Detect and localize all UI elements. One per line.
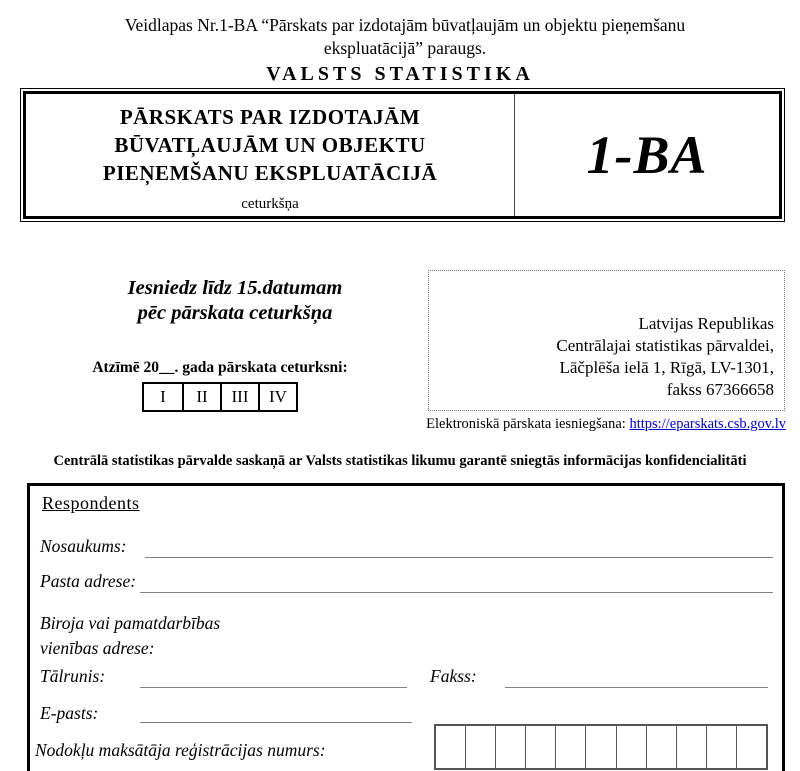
recipient-line1: Latvijas Republikas <box>638 314 774 333</box>
taxid-grid <box>434 724 768 770</box>
recipient-address-box <box>428 270 785 411</box>
fax-label: Fakss: <box>430 666 477 686</box>
email-label: E-pasts: <box>40 703 99 723</box>
form-title-line1: PĀRSKATS PAR IZDOTAJĀM <box>119 105 421 129</box>
submit-deadline-note <box>70 276 400 326</box>
office-address-label-line2: vienības adrese: <box>40 638 155 658</box>
submit-deadline-line2: pēc pārskata ceturkšņa <box>137 302 333 324</box>
quarter-select-label: Atzīmē 20__. gada pārskata ceturksni: <box>92 359 348 376</box>
submit-deadline-line1: Iesniedz līdz 15.datumam <box>127 277 343 299</box>
form-period-label: ceturkšņa <box>241 196 299 212</box>
recipient-line2: Centrālajai statistikas pārvaldei, <box>556 336 774 355</box>
quarter-option-IV[interactable]: IV <box>258 384 296 410</box>
quarter-option-II[interactable]: II <box>182 384 220 410</box>
taxid-cell[interactable] <box>586 726 616 768</box>
confidentiality-note: Centrālā statistikas pārvalde saskaņā ar Valsts statistikas likumu garantē sniegtās informācijas konfidencialitāti <box>53 453 747 469</box>
postal-address-field[interactable] <box>140 592 773 593</box>
quarter-option-III[interactable]: III <box>220 384 258 410</box>
taxid-cell[interactable] <box>526 726 556 768</box>
taxid-label: Nodokļu maksātāja reģistrācijas numurs: <box>35 740 326 760</box>
quarter-option-I[interactable]: I <box>160 387 166 406</box>
form-title-cell <box>26 94 514 216</box>
office-address-label-line1: Biroja vai pamatdarbības <box>40 613 221 633</box>
form-title-line3: PIEŅEMŠANU EKSPLUATĀCIJĀ <box>102 161 438 185</box>
taxid-cell[interactable] <box>647 726 677 768</box>
taxid-cell[interactable] <box>496 726 526 768</box>
quarter-selection-block <box>70 359 370 412</box>
fax-field[interactable] <box>505 687 768 688</box>
valsts-statistika-heading: VALSTS STATISTIKA <box>266 63 534 85</box>
quarter-checkbox-table <box>142 382 298 412</box>
recipient-line3: Lāčplēša ielā 1, Rīgā, LV-1301, <box>559 358 774 377</box>
name-field[interactable] <box>145 557 773 558</box>
eservice-note <box>426 416 786 433</box>
eservice-label: Elektroniskā pārskata iesniegšana: <box>426 416 626 432</box>
form-code-cell <box>514 94 779 216</box>
recipient-line4: fakss 67366658 <box>666 380 774 399</box>
name-label: Nosaukums: <box>40 536 127 556</box>
form-title-box-inner <box>23 91 782 219</box>
phone-field[interactable] <box>140 687 407 688</box>
form-code: 1-BA <box>586 125 708 185</box>
taxid-cell[interactable] <box>707 726 737 768</box>
form-title-line2: BŪVATĻAUJĀM UN OBJEKTU <box>114 133 426 157</box>
taxid-cell[interactable] <box>677 726 707 768</box>
taxid-cell[interactable] <box>556 726 586 768</box>
taxid-cell[interactable] <box>436 726 466 768</box>
taxid-cell[interactable] <box>617 726 647 768</box>
phone-label: Tālrunis: <box>40 666 106 686</box>
taxid-cell[interactable] <box>737 726 766 768</box>
taxid-cell[interactable] <box>466 726 496 768</box>
form-sample-note: Veidlapas Nr.1-BA “Pārskats par izdotajām būvatļaujām un objektu pieņemšanu ekspluatācijā” paraugs. <box>124 15 686 58</box>
eservice-link[interactable]: https://eparskats.csb.gov.lv <box>629 416 786 432</box>
respondent-section-box <box>27 483 785 771</box>
form-title-box <box>20 88 785 222</box>
postal-address-label: Pasta adrese: <box>40 571 137 591</box>
email-field[interactable] <box>140 722 412 723</box>
respondent-heading: Respondents <box>42 493 140 513</box>
